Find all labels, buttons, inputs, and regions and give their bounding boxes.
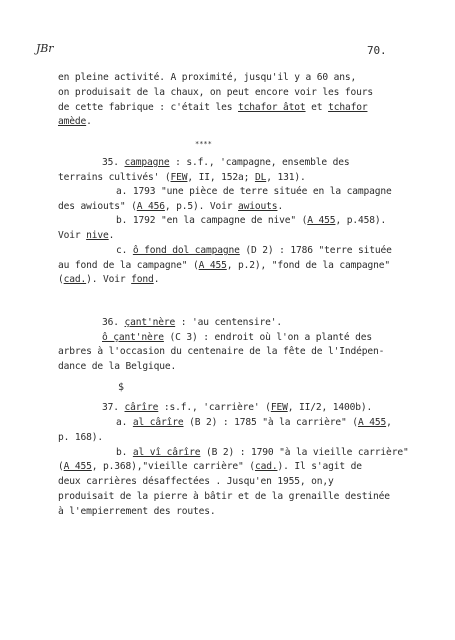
- text-span: (B 2) : 1785 "à la carrière" (: [183, 417, 358, 428]
- section-separator: ****: [195, 140, 212, 148]
- text-span: ,: [386, 417, 392, 428]
- text-span: Voir: [58, 230, 87, 241]
- entry-number: 35.: [102, 157, 125, 168]
- text-span: des awiouts" (: [58, 201, 137, 212]
- headword: cârîre: [124, 402, 159, 413]
- page-number: 70.: [367, 44, 387, 57]
- text-span: c.: [116, 245, 133, 256]
- entry-35-heading: [102, 157, 350, 169]
- entry-37-a-line-1: [116, 417, 392, 429]
- entry-35-c-line-1: [116, 245, 392, 257]
- entry-35-c-line-3: [58, 274, 159, 286]
- dialect-term: al vî cârîre: [132, 447, 201, 458]
- entry-number: 37.: [102, 402, 125, 413]
- text-span: : s.f., 'campagne, ensemble des: [169, 157, 350, 168]
- entry-37-b-line-3: deux carrières désaffectées . Jusqu'en 1955, on,y: [58, 476, 334, 487]
- source-ref: A 455: [307, 215, 336, 226]
- entry-37-b-line-5: à l'empierrement des routes.: [58, 506, 216, 517]
- cross-ref: nive: [86, 230, 109, 241]
- text-span: (: [58, 274, 64, 285]
- text-span: , p.458).: [335, 215, 387, 226]
- source-ref: cad.: [63, 274, 87, 285]
- entry-37-b-line-1: [116, 447, 409, 459]
- intro-line-3: [58, 102, 367, 114]
- headword: çant'nère: [124, 317, 176, 328]
- text-span: de cette fabrique : c'était les: [58, 102, 239, 113]
- dialect-term: al cârîre: [132, 417, 184, 428]
- source-ref: A 455: [63, 461, 92, 472]
- entry-35-c-line-2: [58, 260, 390, 272]
- text-span: b. 1792 "en la campagne de nive" (: [116, 215, 308, 226]
- headword: campagne: [124, 157, 170, 168]
- entry-35-line-2: [58, 172, 306, 184]
- entry-37-b-line-4: produisait de la pierre à bâtir et de la grenaille destinée: [58, 491, 390, 502]
- text-span: (C 3) : endroit où l'on a planté des: [163, 332, 373, 343]
- text-span: b.: [116, 447, 133, 458]
- text-span: , p.5). Voir: [164, 201, 239, 212]
- cross-ref: awiouts: [238, 201, 278, 212]
- entry-37-b-line-2: [58, 461, 362, 473]
- text-span: .: [277, 201, 284, 212]
- text-span: (: [58, 461, 64, 472]
- entry-35-a-line-1: a. 1793 "une pièce de terre située en la campagne: [116, 186, 392, 197]
- intro-line-2: on produisait de la chaux, on peut encore voir les fours: [58, 87, 374, 98]
- text-span: , II, 152a;: [187, 172, 255, 183]
- text-span: terrains cultivés' (: [58, 172, 171, 183]
- entry-35-b-line-1: [116, 215, 386, 227]
- text-span: (D 2) : 1786 "terre située: [239, 245, 392, 256]
- text-span: , p.368),"vieille carrière" (: [91, 461, 255, 472]
- text-span: :s.f., 'carrière' (: [158, 402, 271, 413]
- text-span: et: [305, 102, 329, 113]
- entry-36-line-4: dance de la Belgique.: [58, 361, 177, 372]
- margin-mark: $: [118, 382, 124, 393]
- entry-36-line-2: [102, 332, 372, 344]
- text-span: (B 2) : 1790 "à la vieille carrière": [200, 447, 409, 458]
- dialect-term: amède: [58, 116, 87, 127]
- text-span: .: [153, 274, 160, 285]
- source-ref: FEW: [270, 402, 288, 413]
- source-ref: A 455: [198, 260, 227, 271]
- entry-37-heading: [102, 402, 372, 414]
- dialect-term: ô çant'nère: [102, 332, 164, 343]
- source-ref: cad.: [254, 461, 278, 472]
- intro-line-4: [58, 116, 92, 128]
- source-ref: A 455: [357, 417, 387, 428]
- text-span: au fond de la campagne" (: [58, 260, 199, 271]
- dialect-term: tchafor: [328, 102, 368, 113]
- entry-36-heading: [102, 317, 282, 329]
- intro-line-1: en pleine activité. A proximité, jusqu'il y a 60 ans,: [58, 72, 357, 83]
- cross-ref: fond: [131, 274, 154, 285]
- entry-number: 36.: [102, 317, 125, 328]
- text-span: .: [108, 230, 115, 241]
- source-ref: A 456: [136, 201, 165, 212]
- text-span: , II/2, 1400b).: [287, 402, 373, 413]
- text-span: .: [86, 116, 92, 127]
- dialect-term: ô fond dol campagne: [132, 245, 240, 256]
- text-span: a.: [116, 417, 133, 428]
- source-ref: DL: [254, 172, 267, 183]
- text-span: , p.2), "fond de la campagne": [226, 260, 390, 271]
- entry-35-a-line-2: [58, 201, 283, 213]
- text-span: ). Voir: [86, 274, 132, 285]
- text-span: , 131).: [266, 172, 306, 183]
- author-initials: JBr: [36, 42, 54, 55]
- entry-37-a-line-2: p. 168).: [58, 432, 104, 443]
- dialect-term: tchafor âtot: [238, 102, 306, 113]
- source-ref: FEW: [170, 172, 188, 183]
- entry-36-line-3: arbres à l'occasion du centenaire de la fête de l'Indépen-: [58, 346, 385, 357]
- text-span: ). Il s'agit de: [277, 461, 362, 472]
- text-span: : 'au centensire'.: [175, 317, 283, 328]
- entry-35-b-line-2: [58, 230, 114, 242]
